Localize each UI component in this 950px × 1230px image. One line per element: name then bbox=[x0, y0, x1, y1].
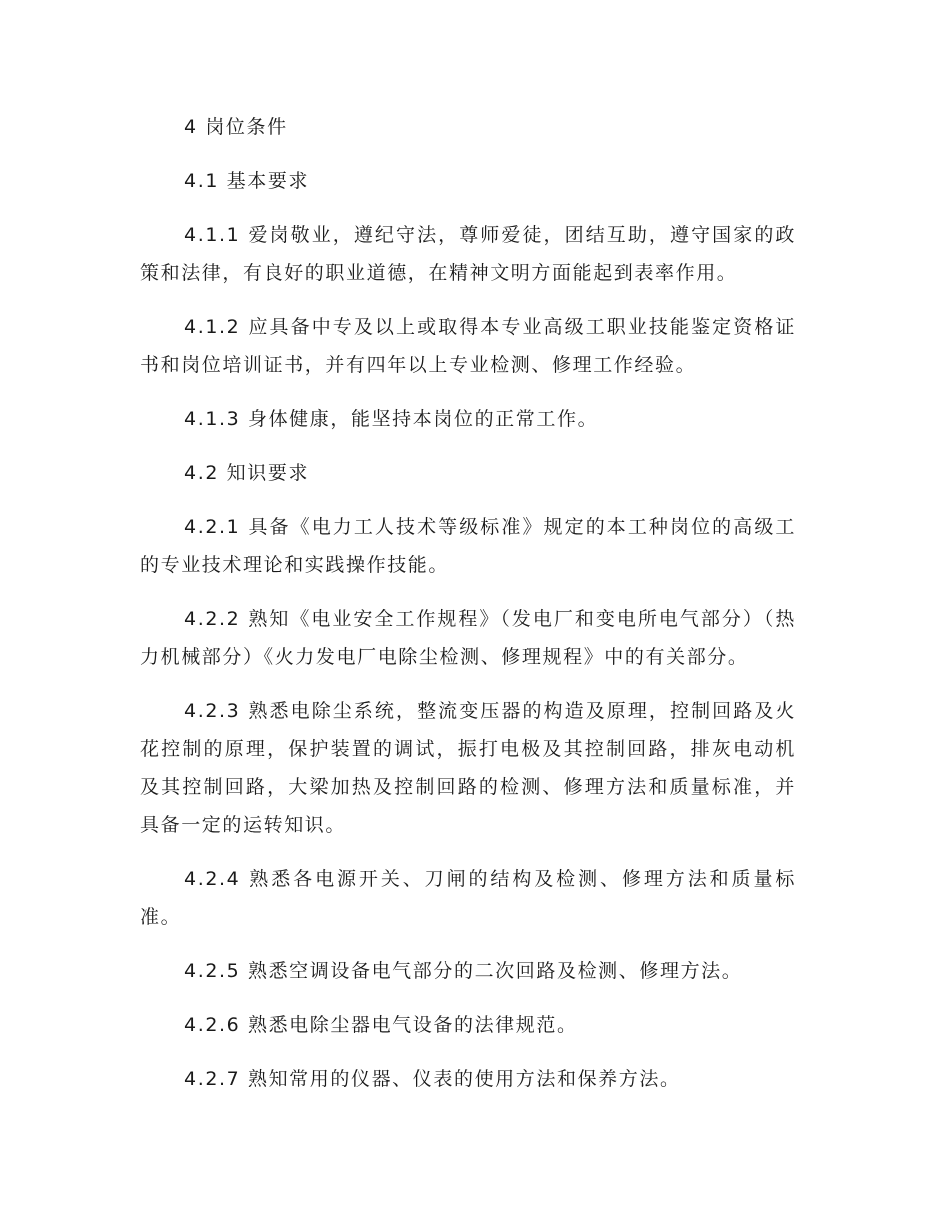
subsection-heading: 4.2 知识要求 bbox=[184, 462, 310, 484]
paragraph: 4.2.5 熟悉空调设备电气部分的二次回路及检测、修理方法。 bbox=[184, 960, 743, 982]
section-heading: 4 岗位条件 bbox=[184, 116, 288, 138]
paragraph: 4.2.7 熟知常用的仪器、仪表的使用方法和保养方法。 bbox=[184, 1068, 681, 1090]
paragraph: 4.2.1 具备《电力工人技术等级标准》规定的本工种岗位的高级工的专业技术理论和实践操作技能。 bbox=[140, 516, 796, 576]
paragraph: 4.1.1 爱岗敬业，遵纪守法，尊师爱徒，团结互助，遵守国家的政策和法律，有良好的职业道德，在精神文明方面能起到表率作用。 bbox=[140, 224, 796, 284]
paragraph: 4.1.2 应具备中专及以上或取得本专业高级工职业技能鉴定资格证书和岗位培训证书，并有四年以上专业检测、修理工作经验。 bbox=[140, 316, 796, 376]
paragraph: 4.2.3 熟悉电除尘系统，整流变压器的构造及原理，控制回路及火花控制的原理，保护装置的调试，振打电极及其控制回路，排灰电动机及其控制回路，大梁加热及控制回路的检测、修理方法和质量标准，并具备一定的运转知识。 bbox=[140, 700, 796, 836]
document-body bbox=[140, 108, 796, 1098]
subsection-heading: 4.1 基本要求 bbox=[184, 170, 310, 192]
paragraph: 4.2.6 熟悉电除尘器电气设备的法律规范。 bbox=[184, 1014, 578, 1036]
paragraph: 4.1.3 身体健康，能坚持本岗位的正常工作。 bbox=[184, 408, 599, 430]
paragraph: 4.2.2 熟知《电业安全工作规程》（发电厂和变电所电气部分）（热力机械部分）《火力发电厂电除尘检测、修理规程》中的有关部分。 bbox=[140, 608, 796, 668]
paragraph: 4.2.4 熟悉各电源开关、刀闸的结构及检测、修理方法和质量标准。 bbox=[140, 868, 796, 928]
